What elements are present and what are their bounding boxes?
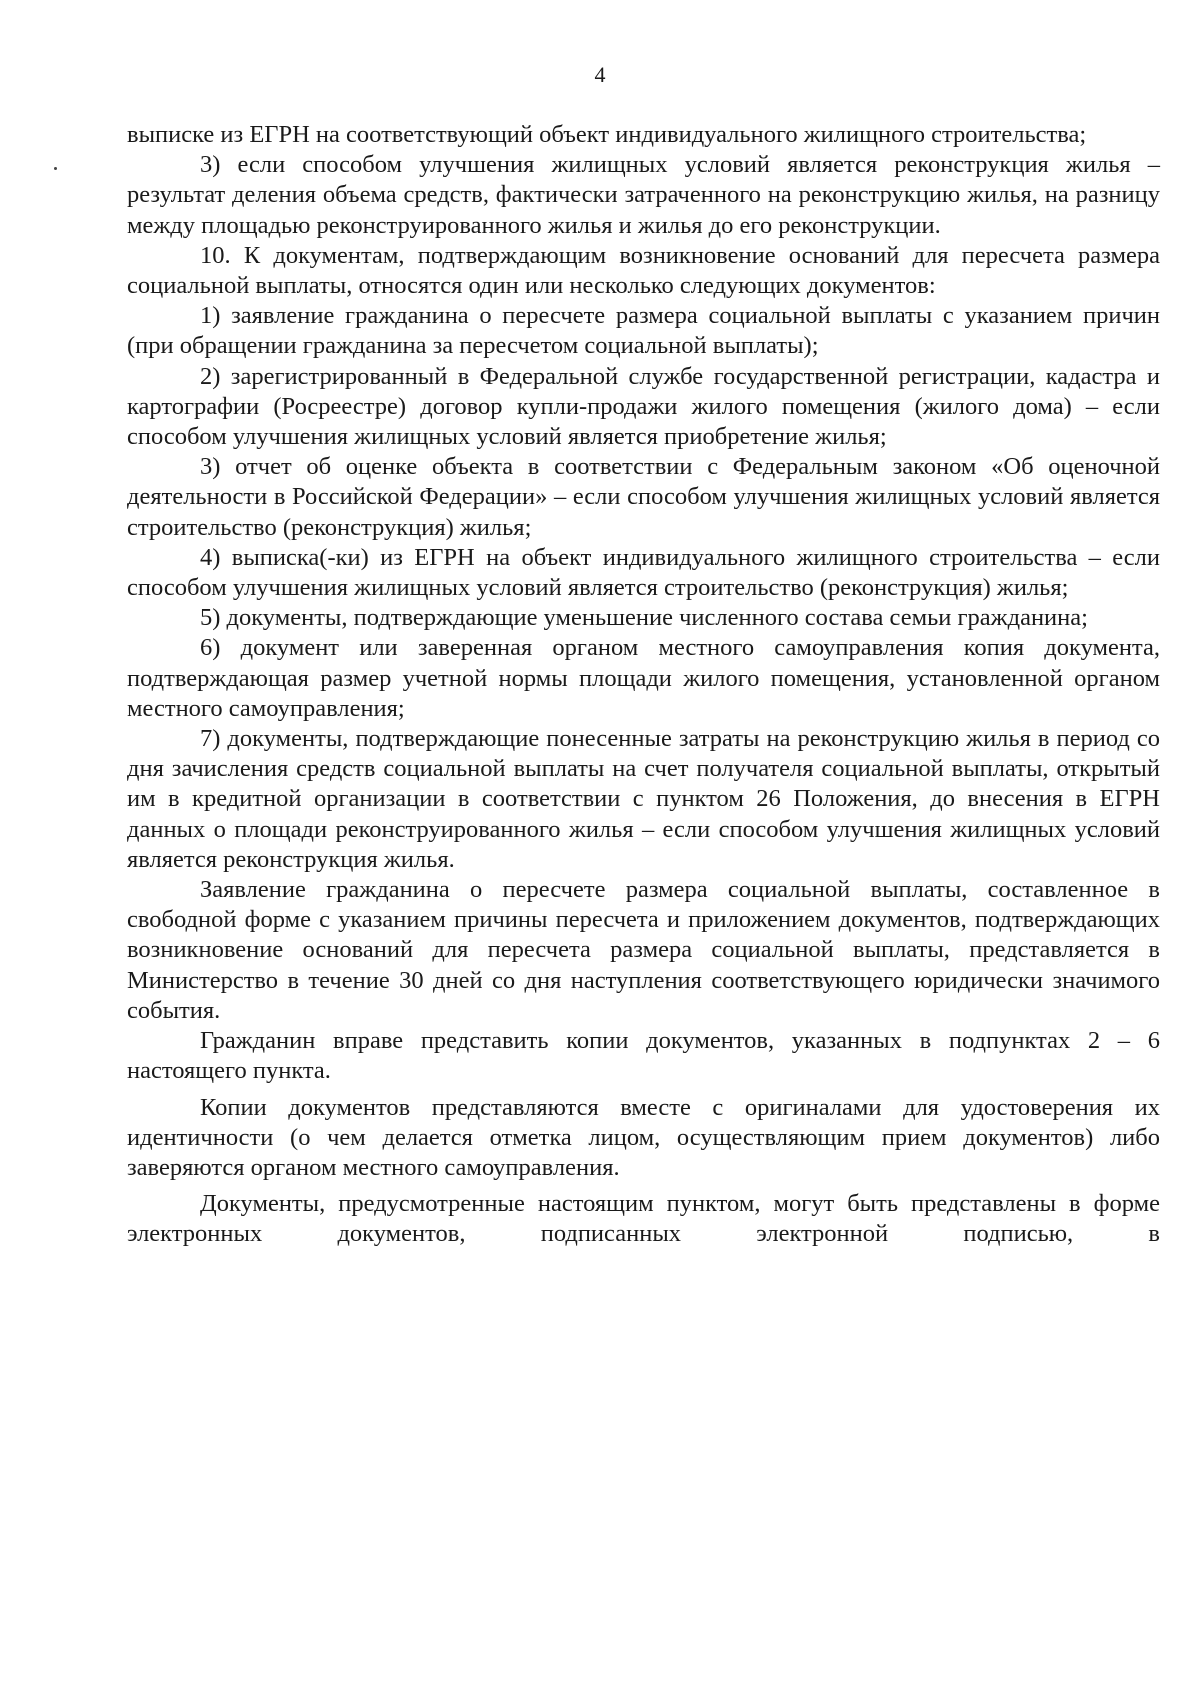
paragraph-item-3-reconstruction: 3) если способом улучшения жилищных условий является реконструкция жилья – результат деления объема средств, фактически затраченного на реконструкцию жилья, на разницу между площадью реконструированного жилья и жилья до его реконструкции. <box>127 151 1160 239</box>
paragraph-copies-verification: Копии документов представляются вместе с оригиналами для удостоверения их идентичности (о чем делается отметка лицом, осуществляющим прием документов) либо заверяются органом местного самоуправления. <box>127 1093 1160 1181</box>
paragraph-item-7: 7) документы, подтверждающие понесенные затраты на реконструкцию жилья в период со дня зачисления средств социальной выплаты на счет получателя социальной выплаты, открытый им в кредитной организации в соответствии с пунктом 26 Положения, до внесения в ЕГРН данных о площади реконструированного жилья – если способом улучшения жилищных условий является реконструкция жилья. <box>127 725 1160 873</box>
paragraph-item-6: 6) документ или заверенная органом местного самоуправления копия документа, подтверждающая размер учетной нормы площади жилого помещения, установленной органом местного самоуправления; <box>127 634 1160 722</box>
paragraph-continuation: выписке из ЕГРН на соответствующий объект индивидуального жилищного строительства; <box>127 121 1087 148</box>
margin-mark <box>54 167 57 170</box>
paragraph-electronic-documents: Документы, предусмотренные настоящим пунктом, могут быть представлены в форме электронных документов, подписанных электронной подписью, в <box>127 1190 1160 1248</box>
paragraph-item-3: 3) отчет об оценке объекта в соответствии с Федеральным законом «Об оценочной деятельности в Российской Федерации» – если способом улучшения жилищных условий является строительство (реконструкция) жилья; <box>127 453 1160 541</box>
page-number: 4 <box>594 62 606 87</box>
paragraph-item-1: 1) заявление гражданина о пересчете размера социальной выплаты с указанием причин (при обращении гражданина за пересчетом социальной выплаты); <box>127 302 1160 360</box>
document-body <box>127 120 1160 1250</box>
paragraph-clause-10: 10. К документам, подтверждающим возникновение оснований для пересчета размера социальной выплаты, относятся один или несколько следующих документов: <box>127 241 1160 300</box>
paragraph-item-2: 2) зарегистрированный в Федеральной службе государственной регистрации, кадастра и картографии (Росреестре) договор купли-продажи жилого помещения (жилого дома) – если способом улучшения жилищных условий является приобретение жилья; <box>127 362 1160 451</box>
paragraph-application: Заявление гражданина о пересчете размера социальной выплаты, составленное в свободной форме с указанием причины пересчета и приложением документов, подтверждающих возникновение оснований для пересчета размера социальной выплаты, представляется в Министерство в течение 30 дней со дня наступления соответствующего юридически значимого события. <box>127 876 1160 1024</box>
paragraph-item-5: 5) документы, подтверждающие уменьшение численного состава семьи гражданина; <box>200 604 1088 632</box>
paragraph-item-4: 4) выписка(-ки) из ЕГРН на объект индивидуального жилищного строительства – если способом улучшения жилищных условий является строительство (реконструкция) жилья; <box>127 543 1160 602</box>
paragraph-copies-right: Гражданин вправе представить копии документов, указанных в подпунктах 2 – 6 настоящего пункта. <box>127 1027 1160 1085</box>
